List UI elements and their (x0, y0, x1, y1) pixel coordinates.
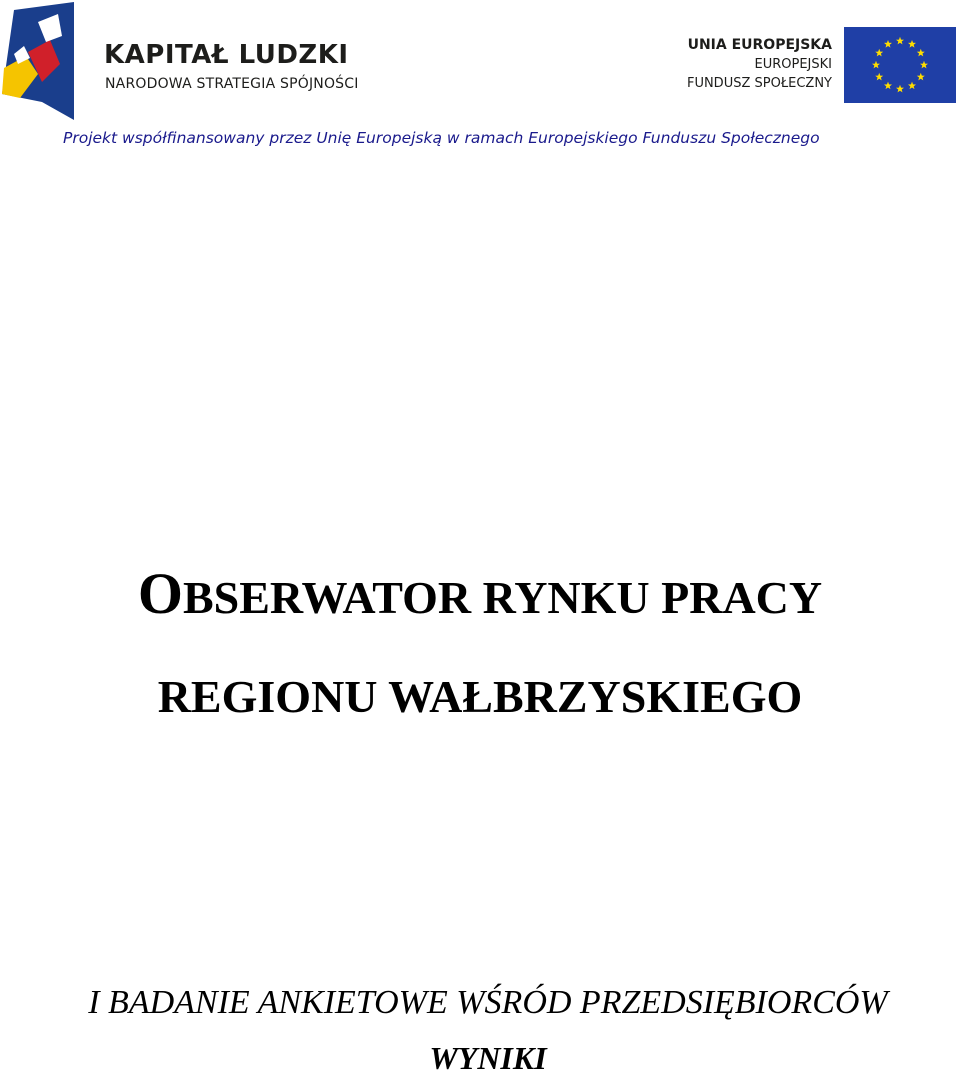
document-title-line-2: REGIONU WAŁBRZYSKIEGO (157, 671, 803, 722)
document-title-line-1 (0, 560, 960, 627)
cofinancing-note: Projekt współfinansowany przez Unię Europejską w ramach Europejskiego Funduszu Społecznego (63, 129, 820, 147)
eu-flag-icon (844, 27, 956, 103)
title-initial-letter: O (137, 561, 183, 626)
eu-line-1: UNIA EUROPEJSKA (687, 37, 832, 53)
page-header (0, 0, 960, 160)
results-label: WYNIKI (429, 1040, 547, 1076)
eu-fund-label (687, 36, 832, 93)
title-line-1-rest: BSERWATOR RYNKU PRACY (182, 572, 823, 623)
eu-line-3: FUNDUSZ SPOŁECZNY (686, 76, 832, 91)
kapital-ludzki-title: KAPITAŁ LUDZKI (104, 40, 349, 70)
kapital-ludzki-logo-icon (2, 2, 80, 120)
document-subtitle: I BADANIE ANKIETOWE WŚRÓD PRZEDSIĘBIORCÓW (88, 984, 888, 1021)
kapital-ludzki-subtitle: NARODOWA STRATEGIA SPÓJNOŚCI (105, 76, 359, 92)
eu-line-2: EUROPEJSKI (754, 57, 832, 72)
